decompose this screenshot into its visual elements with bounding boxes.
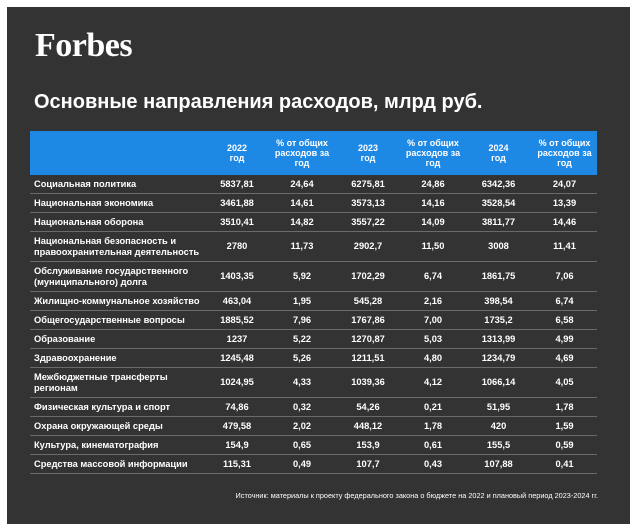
row-value: 0,43 xyxy=(401,455,465,474)
row-value: 6,74 xyxy=(401,262,465,292)
table-row xyxy=(30,330,597,349)
row-value: 1,95 xyxy=(269,292,335,311)
row-value: 1313,99 xyxy=(465,330,532,349)
row-category: Образование xyxy=(30,330,205,349)
row-value: 3528,54 xyxy=(465,194,532,213)
infographic-card xyxy=(7,7,630,524)
header-2024: 2024 год xyxy=(465,131,532,175)
row-value: 463,04 xyxy=(205,292,269,311)
row-value: 2780 xyxy=(205,232,269,262)
row-value: 3573,13 xyxy=(335,194,401,213)
row-value: 0,32 xyxy=(269,398,335,417)
row-value: 1735,2 xyxy=(465,311,532,330)
row-value: 1270,87 xyxy=(335,330,401,349)
table-row xyxy=(30,398,597,417)
row-value: 3008 xyxy=(465,232,532,262)
row-value: 14,61 xyxy=(269,194,335,213)
row-value: 2,02 xyxy=(269,417,335,436)
row-value: 0,41 xyxy=(532,455,597,474)
row-value: 1066,14 xyxy=(465,368,532,398)
row-value: 24,07 xyxy=(532,175,597,194)
row-value: 154,9 xyxy=(205,436,269,455)
header-2023: 2023 год xyxy=(335,131,401,175)
row-value: 115,31 xyxy=(205,455,269,474)
forbes-logo: Forbes xyxy=(35,27,133,64)
row-value: 7,00 xyxy=(401,311,465,330)
row-value: 1024,95 xyxy=(205,368,269,398)
row-value: 1,78 xyxy=(401,417,465,436)
table-row xyxy=(30,232,597,262)
row-value: 11,73 xyxy=(269,232,335,262)
table-row xyxy=(30,311,597,330)
table-row xyxy=(30,368,597,398)
header-category xyxy=(30,131,205,175)
row-value: 1237 xyxy=(205,330,269,349)
row-category: Средства массовой информации xyxy=(30,455,205,474)
row-value: 7,06 xyxy=(532,262,597,292)
row-value: 24,86 xyxy=(401,175,465,194)
row-value: 2,16 xyxy=(401,292,465,311)
row-value: 0,59 xyxy=(532,436,597,455)
table-row xyxy=(30,194,597,213)
row-value: 5,22 xyxy=(269,330,335,349)
row-value: 0,61 xyxy=(401,436,465,455)
row-category: Национальная экономика xyxy=(30,194,205,213)
row-value: 107,88 xyxy=(465,455,532,474)
row-value: 4,33 xyxy=(269,368,335,398)
row-category: Межбюджетные трансферты регионам xyxy=(30,368,205,398)
row-value: 11,41 xyxy=(532,232,597,262)
row-value: 11,50 xyxy=(401,232,465,262)
row-category: Физическая культура и спорт xyxy=(30,398,205,417)
table-row xyxy=(30,262,597,292)
table-row xyxy=(30,436,597,455)
row-category: Жилищно-коммунальное хозяйство xyxy=(30,292,205,311)
row-category: Обслуживание государственного (муниципального) долга xyxy=(30,262,205,292)
row-value: 2902,7 xyxy=(335,232,401,262)
table-header-row xyxy=(30,131,597,175)
row-value: 0,49 xyxy=(269,455,335,474)
row-value: 13,39 xyxy=(532,194,597,213)
row-value: 5,92 xyxy=(269,262,335,292)
row-value: 448,12 xyxy=(335,417,401,436)
row-value: 14,82 xyxy=(269,213,335,232)
table-row xyxy=(30,175,597,194)
row-value: 1702,29 xyxy=(335,262,401,292)
row-category: Социальная политика xyxy=(30,175,205,194)
row-value: 3811,77 xyxy=(465,213,532,232)
row-value: 24,64 xyxy=(269,175,335,194)
table-row xyxy=(30,349,597,368)
row-value: 4,99 xyxy=(532,330,597,349)
row-value: 6275,81 xyxy=(335,175,401,194)
row-value: 1861,75 xyxy=(465,262,532,292)
row-value: 0,21 xyxy=(401,398,465,417)
row-value: 1245,48 xyxy=(205,349,269,368)
row-value: 6,74 xyxy=(532,292,597,311)
row-value: 0,65 xyxy=(269,436,335,455)
row-value: 545,28 xyxy=(335,292,401,311)
row-category: Национальная оборона xyxy=(30,213,205,232)
row-category: Охрана окружающей среды xyxy=(30,417,205,436)
row-value: 4,80 xyxy=(401,349,465,368)
row-value: 5837,81 xyxy=(205,175,269,194)
row-value: 1,78 xyxy=(532,398,597,417)
row-value: 51,95 xyxy=(465,398,532,417)
row-value: 5,03 xyxy=(401,330,465,349)
row-value: 14,46 xyxy=(532,213,597,232)
row-value: 153,9 xyxy=(335,436,401,455)
row-value: 6342,36 xyxy=(465,175,532,194)
row-category: Общегосударственные вопросы xyxy=(30,311,205,330)
row-value: 4,12 xyxy=(401,368,465,398)
row-value: 3557,22 xyxy=(335,213,401,232)
row-value: 1,59 xyxy=(532,417,597,436)
page-title: Основные направления расходов, млрд руб. xyxy=(34,91,483,113)
expenses-table xyxy=(30,131,597,474)
row-value: 1211,51 xyxy=(335,349,401,368)
row-value: 1234,79 xyxy=(465,349,532,368)
row-value: 155,5 xyxy=(465,436,532,455)
source-note: Источник: материалы к проекту федерального закона о бюджете на 2022 и плановый период 2023-2024 гг. xyxy=(235,491,598,500)
row-value: 420 xyxy=(465,417,532,436)
row-value: 54,26 xyxy=(335,398,401,417)
table-row xyxy=(30,455,597,474)
row-value: 1767,86 xyxy=(335,311,401,330)
table-row xyxy=(30,213,597,232)
table-row xyxy=(30,417,597,436)
row-category: Национальная безопасность и правоохранительная деятельность xyxy=(30,232,205,262)
row-value: 3510,41 xyxy=(205,213,269,232)
header-2022-percent: % от общих расходов за год xyxy=(269,131,335,175)
row-value: 5,26 xyxy=(269,349,335,368)
header-2024-percent: % от общих расходов за год xyxy=(532,131,597,175)
row-value: 1885,52 xyxy=(205,311,269,330)
header-2022: 2022 год xyxy=(205,131,269,175)
row-value: 74,86 xyxy=(205,398,269,417)
row-category: Здравоохранение xyxy=(30,349,205,368)
row-value: 1039,36 xyxy=(335,368,401,398)
row-value: 398,54 xyxy=(465,292,532,311)
row-value: 6,58 xyxy=(532,311,597,330)
table-row xyxy=(30,292,597,311)
row-value: 107,7 xyxy=(335,455,401,474)
row-value: 4,05 xyxy=(532,368,597,398)
row-value: 479,58 xyxy=(205,417,269,436)
row-value: 14,09 xyxy=(401,213,465,232)
row-category: Культура, кинематография xyxy=(30,436,205,455)
header-2023-percent: % от общих расходов за год xyxy=(401,131,465,175)
row-value: 4,69 xyxy=(532,349,597,368)
row-value: 3461,88 xyxy=(205,194,269,213)
row-value: 14,16 xyxy=(401,194,465,213)
row-value: 7,96 xyxy=(269,311,335,330)
row-value: 1403,35 xyxy=(205,262,269,292)
